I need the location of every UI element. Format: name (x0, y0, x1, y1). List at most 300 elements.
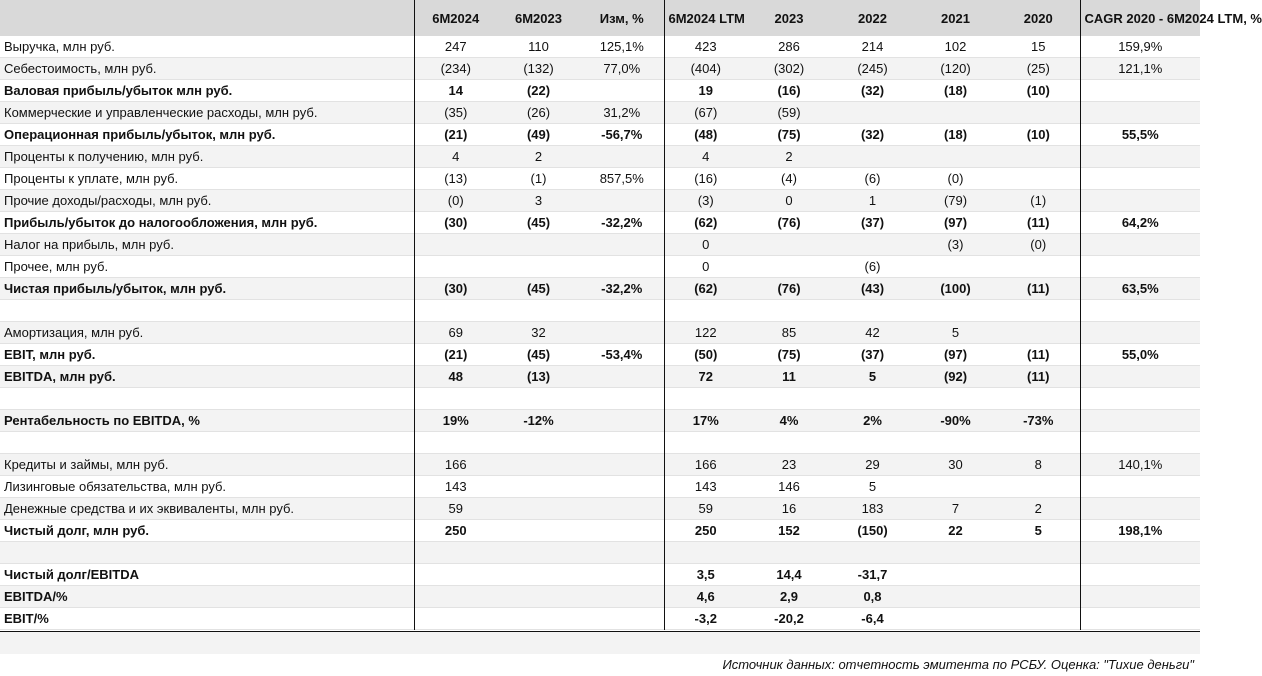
table-cell (1080, 256, 1200, 278)
row-label: EBITDA, млн руб. (0, 366, 414, 388)
table-cell: 48 (414, 366, 497, 388)
table-cell: (32) (831, 80, 914, 102)
table-cell: (45) (497, 344, 580, 366)
table-cell: -6,4 (831, 608, 914, 630)
table-cell: (11) (997, 344, 1080, 366)
table-cell: 0 (747, 190, 831, 212)
table-cell: -73% (997, 410, 1080, 432)
table-cell: 0 (664, 234, 747, 256)
table-cell (580, 432, 664, 454)
table-row (0, 520, 1200, 542)
table-cell (580, 476, 664, 498)
table-cell (580, 300, 664, 322)
table-cell: 63,5% (1080, 278, 1200, 300)
row-label: EBITDA/% (0, 586, 414, 608)
table-cell (997, 432, 1080, 454)
table-cell: (25) (997, 58, 1080, 80)
table-cell: (62) (664, 278, 747, 300)
table-cell: 146 (747, 476, 831, 498)
table-cell: 2% (831, 410, 914, 432)
table-cell (914, 432, 997, 454)
table-cell: (11) (997, 212, 1080, 234)
row-label: Чистый долг, млн руб. (0, 520, 414, 542)
row-label: Амортизация, млн руб. (0, 322, 414, 344)
table-cell: (45) (497, 278, 580, 300)
table-cell: (79) (914, 190, 997, 212)
table-cell: 143 (414, 476, 497, 498)
table-cell (580, 190, 664, 212)
table-cell: 69 (414, 322, 497, 344)
table-row (0, 146, 1200, 168)
table-cell: 2,9 (747, 586, 831, 608)
table-header (0, 0, 1262, 36)
table-cell (580, 256, 664, 278)
table-cell: 32 (497, 322, 580, 344)
table-row (0, 322, 1200, 344)
table-cell (997, 168, 1080, 190)
table-cell: (16) (747, 80, 831, 102)
table-cell: 55,0% (1080, 344, 1200, 366)
table-cell (914, 256, 997, 278)
table-row (0, 476, 1200, 498)
row-label: Лизинговые обязательства, млн руб. (0, 476, 414, 498)
table-cell: 166 (664, 454, 747, 476)
table-cell (664, 300, 747, 322)
table-cell: -56,7% (580, 124, 664, 146)
table-cell (580, 366, 664, 388)
table-cell: (100) (914, 278, 997, 300)
table-cell (414, 432, 497, 454)
table-body (0, 36, 1200, 630)
row-label: Налог на прибыль, млн руб. (0, 234, 414, 256)
table-cell (914, 388, 997, 410)
table-cell: (0) (414, 190, 497, 212)
table-cell: 247 (414, 36, 497, 58)
table-cell (497, 564, 580, 586)
table-cell (997, 564, 1080, 586)
table-cell (580, 322, 664, 344)
table-row (0, 190, 1200, 212)
table-cell (1080, 498, 1200, 520)
row-label: Валовая прибыль/убыток млн руб. (0, 80, 414, 102)
row-label (0, 432, 414, 454)
table-cell (747, 388, 831, 410)
table-cell (997, 300, 1080, 322)
table-cell: (245) (831, 58, 914, 80)
row-label: EBIT/% (0, 608, 414, 630)
table-cell: (35) (414, 102, 497, 124)
table-cell: (26) (497, 102, 580, 124)
row-label: Денежные средства и их эквиваленты, млн руб. (0, 498, 414, 520)
table-cell (580, 542, 664, 564)
table-cell: (234) (414, 58, 497, 80)
table-cell: 214 (831, 36, 914, 58)
row-label: Коммерческие и управленческие расходы, млн руб. (0, 102, 414, 124)
table-cell: (37) (831, 344, 914, 366)
table-cell: 140,1% (1080, 454, 1200, 476)
table-cell: 1 (831, 190, 914, 212)
table-cell (997, 146, 1080, 168)
row-label: Чистый долг/EBITDA (0, 564, 414, 586)
table-cell: 16 (747, 498, 831, 520)
column-header: 2020 (997, 0, 1080, 36)
table-cell (747, 542, 831, 564)
table-row (0, 410, 1200, 432)
table-cell: 4% (747, 410, 831, 432)
row-label (0, 300, 414, 322)
table-cell: -20,2 (747, 608, 831, 630)
table-cell (414, 608, 497, 630)
row-label: Кредиты и займы, млн руб. (0, 454, 414, 476)
table-cell (747, 256, 831, 278)
table-cell: (6) (831, 168, 914, 190)
table-cell (414, 564, 497, 586)
table-cell (414, 256, 497, 278)
table-cell: 4,6 (664, 586, 747, 608)
table-cell: -32,2% (580, 278, 664, 300)
row-label: Выручка, млн руб. (0, 36, 414, 58)
table-cell: (92) (914, 366, 997, 388)
table-cell (580, 234, 664, 256)
table-cell: 59 (664, 498, 747, 520)
table-cell: 30 (914, 454, 997, 476)
table-cell: 15 (997, 36, 1080, 58)
row-label: Прибыль/убыток до налогообложения, млн руб. (0, 212, 414, 234)
table-cell (1080, 322, 1200, 344)
table-cell (497, 520, 580, 542)
table-row (0, 586, 1200, 608)
table-cell (1080, 586, 1200, 608)
table-cell: 85 (747, 322, 831, 344)
row-label: Чистая прибыль/убыток, млн руб. (0, 278, 414, 300)
table-cell: (22) (497, 80, 580, 102)
table-cell (914, 542, 997, 564)
table-cell: (3) (664, 190, 747, 212)
table-cell (664, 542, 747, 564)
table-cell: 5 (914, 322, 997, 344)
source-note: Источник данных: отчетность эмитента по РСБУ. Оценка: "Тихие деньги" (722, 657, 1194, 672)
header-label-cell (0, 0, 414, 36)
table-cell (997, 542, 1080, 564)
table-cell (580, 498, 664, 520)
table-cell (497, 432, 580, 454)
table-cell (1080, 190, 1200, 212)
table-cell (997, 586, 1080, 608)
table-cell (747, 300, 831, 322)
table-cell (580, 80, 664, 102)
table-cell (831, 300, 914, 322)
table-row (0, 564, 1200, 586)
table-cell (497, 542, 580, 564)
table-cell (497, 256, 580, 278)
table-cell: (6) (831, 256, 914, 278)
table-row (0, 454, 1200, 476)
table-cell: 198,1% (1080, 520, 1200, 542)
table-row (0, 388, 1200, 410)
table-cell (1080, 80, 1200, 102)
table-cell (580, 410, 664, 432)
table-row (0, 366, 1200, 388)
table-cell: (10) (997, 80, 1080, 102)
table-cell (747, 234, 831, 256)
table-cell: (302) (747, 58, 831, 80)
table-cell: 55,5% (1080, 124, 1200, 146)
table-cell: 64,2% (1080, 212, 1200, 234)
row-label: Себестоимость, млн руб. (0, 58, 414, 80)
table-row (0, 234, 1200, 256)
table-cell (1080, 388, 1200, 410)
table-cell (580, 564, 664, 586)
table-cell (1080, 366, 1200, 388)
row-label: EBIT, млн руб. (0, 344, 414, 366)
table-cell: (76) (747, 278, 831, 300)
footer-band (0, 632, 1200, 654)
table-cell (414, 234, 497, 256)
table-cell: 31,2% (580, 102, 664, 124)
table-cell: (21) (414, 344, 497, 366)
table-cell (1080, 542, 1200, 564)
table-cell: (13) (497, 366, 580, 388)
table-cell (497, 388, 580, 410)
table-cell: 29 (831, 454, 914, 476)
table-cell: 183 (831, 498, 914, 520)
table-cell: (37) (831, 212, 914, 234)
table-cell (831, 102, 914, 124)
column-header: CAGR 2020 - 6M2024 LTM, % (1080, 0, 1200, 36)
table-cell: -12% (497, 410, 580, 432)
table-cell: (11) (997, 366, 1080, 388)
table-cell (414, 542, 497, 564)
table-cell: (62) (664, 212, 747, 234)
table-cell: (49) (497, 124, 580, 146)
row-label: Проценты к уплате, млн руб. (0, 168, 414, 190)
table-cell: (45) (497, 212, 580, 234)
column-header: 6M2024 LTM (664, 0, 747, 36)
table-cell: (75) (747, 124, 831, 146)
table-cell (914, 608, 997, 630)
table-cell (831, 432, 914, 454)
table-cell: 5 (831, 476, 914, 498)
table-cell: 72 (664, 366, 747, 388)
table-cell: 11 (747, 366, 831, 388)
table-cell (497, 586, 580, 608)
table-cell: 42 (831, 322, 914, 344)
table-cell (997, 608, 1080, 630)
table-cell: (0) (997, 234, 1080, 256)
table-cell (580, 608, 664, 630)
table-cell: 143 (664, 476, 747, 498)
row-label: Прочее, млн руб. (0, 256, 414, 278)
table-cell: (32) (831, 124, 914, 146)
table-row (0, 278, 1200, 300)
table-cell (580, 454, 664, 476)
table-cell: -32,2% (580, 212, 664, 234)
table-cell: (43) (831, 278, 914, 300)
table-cell (497, 300, 580, 322)
table-row (0, 36, 1200, 58)
table-cell: 77,0% (580, 58, 664, 80)
table-cell: 102 (914, 36, 997, 58)
table-cell: 59 (414, 498, 497, 520)
table-cell: 7 (914, 498, 997, 520)
table-cell: 286 (747, 36, 831, 58)
table-cell (997, 476, 1080, 498)
row-label: Прочие доходы/расходы, млн руб. (0, 190, 414, 212)
table-cell (1080, 300, 1200, 322)
row-label: Проценты к получению, млн руб. (0, 146, 414, 168)
table-cell (831, 234, 914, 256)
table-cell: 14,4 (747, 564, 831, 586)
table-cell: (10) (997, 124, 1080, 146)
table-cell (1080, 410, 1200, 432)
table-cell (580, 520, 664, 542)
table-cell (831, 146, 914, 168)
table-cell: (30) (414, 212, 497, 234)
table-cell: -53,4% (580, 344, 664, 366)
column-header: 2022 (831, 0, 914, 36)
table-cell: (18) (914, 124, 997, 146)
table-cell: (4) (747, 168, 831, 190)
table-cell: 857,5% (580, 168, 664, 190)
table-cell: 5 (831, 366, 914, 388)
table-row (0, 256, 1200, 278)
table-cell: (75) (747, 344, 831, 366)
table-row (0, 168, 1200, 190)
table-cell: 250 (664, 520, 747, 542)
table-cell: (13) (414, 168, 497, 190)
table-row (0, 542, 1200, 564)
table-cell (1080, 168, 1200, 190)
table-cell: (1) (497, 168, 580, 190)
table-cell (497, 608, 580, 630)
table-cell (1080, 102, 1200, 124)
table-cell: 250 (414, 520, 497, 542)
table-cell: (11) (997, 278, 1080, 300)
table-cell: 122 (664, 322, 747, 344)
table-cell (914, 586, 997, 608)
table-cell: (97) (914, 212, 997, 234)
table-cell: 159,9% (1080, 36, 1200, 58)
table-cell: -90% (914, 410, 997, 432)
table-cell: 121,1% (1080, 58, 1200, 80)
table-cell (914, 146, 997, 168)
table-cell: (97) (914, 344, 997, 366)
table-cell: (3) (914, 234, 997, 256)
row-label: Операционная прибыль/убыток, млн руб. (0, 124, 414, 146)
table-cell (1080, 432, 1200, 454)
table-cell (497, 234, 580, 256)
table-cell (914, 300, 997, 322)
table-cell (414, 300, 497, 322)
table-cell: (59) (747, 102, 831, 124)
table-cell (831, 388, 914, 410)
table-cell: -3,2 (664, 608, 747, 630)
table-row (0, 102, 1200, 124)
table-cell: 14 (414, 80, 497, 102)
column-header: 2023 (747, 0, 831, 36)
table-row (0, 498, 1200, 520)
table-cell (997, 388, 1080, 410)
table-row (0, 608, 1200, 630)
table-cell: (48) (664, 124, 747, 146)
table-cell (831, 542, 914, 564)
table-cell: (67) (664, 102, 747, 124)
table-cell: 22 (914, 520, 997, 542)
table-cell (914, 102, 997, 124)
table-cell (497, 454, 580, 476)
table-cell (497, 476, 580, 498)
row-label (0, 542, 414, 564)
table-cell: (16) (664, 168, 747, 190)
table-cell: (150) (831, 520, 914, 542)
table-cell: 0 (664, 256, 747, 278)
table-cell (1080, 564, 1200, 586)
column-header: 2021 (914, 0, 997, 36)
table-cell: 5 (997, 520, 1080, 542)
table-cell: (30) (414, 278, 497, 300)
table-cell (414, 388, 497, 410)
table-cell (1080, 476, 1200, 498)
column-header: 6M2024 (414, 0, 497, 36)
table-row (0, 212, 1200, 234)
table-cell (1080, 146, 1200, 168)
table-cell: 19 (664, 80, 747, 102)
table-cell: 0,8 (831, 586, 914, 608)
table-cell: (50) (664, 344, 747, 366)
column-header: Изм, % (580, 0, 664, 36)
table-cell: 23 (747, 454, 831, 476)
table-cell (580, 146, 664, 168)
table-cell: -31,7 (831, 564, 914, 586)
table-cell: 166 (414, 454, 497, 476)
table-cell: 3,5 (664, 564, 747, 586)
row-label: Рентабельность по EBITDA, % (0, 410, 414, 432)
table-cell (664, 388, 747, 410)
table-cell: 8 (997, 454, 1080, 476)
table-cell (997, 102, 1080, 124)
table-cell: 3 (497, 190, 580, 212)
table-cell (664, 432, 747, 454)
table-cell (997, 256, 1080, 278)
column-header: 6M2023 (497, 0, 580, 36)
table-row (0, 58, 1200, 80)
table-cell: 19% (414, 410, 497, 432)
table-cell: (404) (664, 58, 747, 80)
table-row (0, 300, 1200, 322)
table-cell: 125,1% (580, 36, 664, 58)
table-cell: 423 (664, 36, 747, 58)
table-cell: (21) (414, 124, 497, 146)
table-row (0, 124, 1200, 146)
table-row (0, 80, 1200, 102)
table-cell: 2 (997, 498, 1080, 520)
table-cell: 110 (497, 36, 580, 58)
table-cell (997, 322, 1080, 344)
row-label (0, 388, 414, 410)
table-cell (914, 476, 997, 498)
table-row (0, 432, 1200, 454)
table-cell (497, 498, 580, 520)
table-cell (1080, 234, 1200, 256)
table-cell: (120) (914, 58, 997, 80)
table-cell: (1) (997, 190, 1080, 212)
table-row (0, 344, 1200, 366)
table-cell: (76) (747, 212, 831, 234)
table-cell (580, 388, 664, 410)
table-cell: 17% (664, 410, 747, 432)
table-cell: 2 (747, 146, 831, 168)
table-cell (580, 586, 664, 608)
